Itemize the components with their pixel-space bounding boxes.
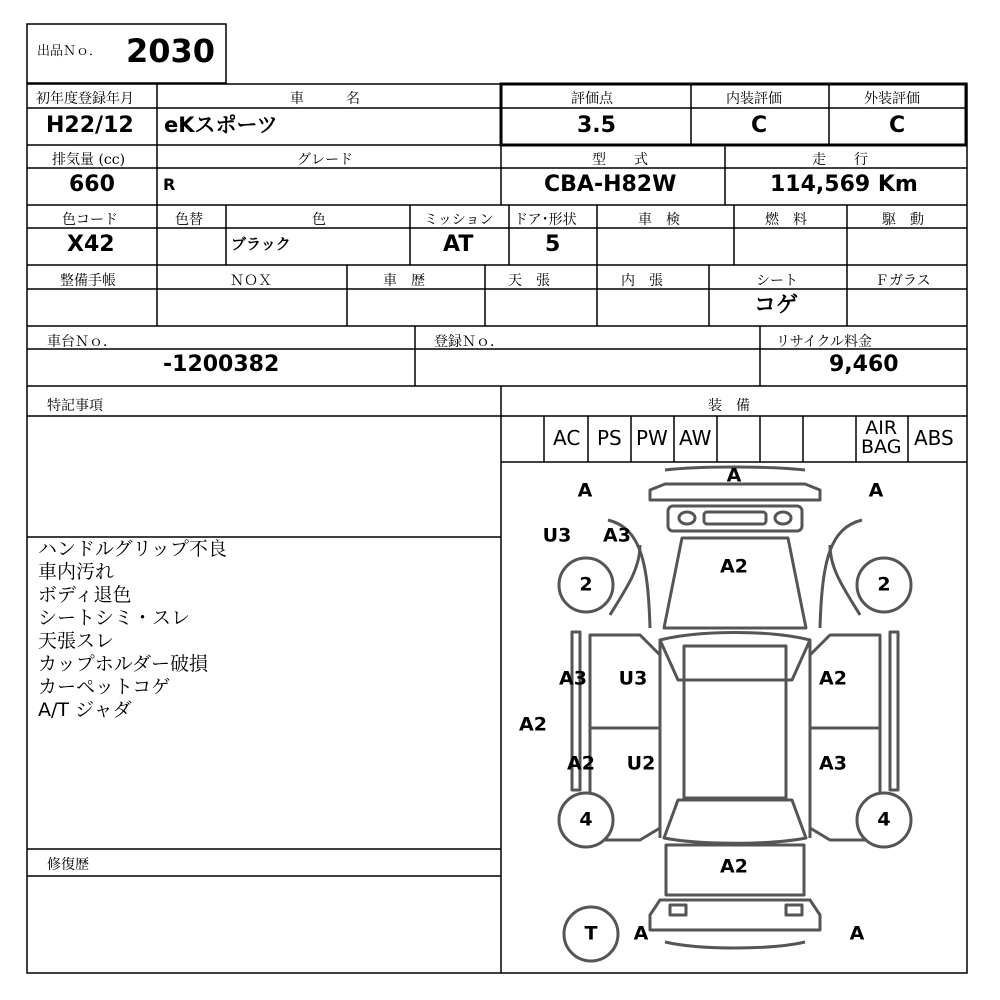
car-name-label: 車 名 xyxy=(290,91,360,107)
displacement-label: 排気量 (cc) xyxy=(52,152,126,168)
equipment-title: 装 備 xyxy=(708,398,750,414)
damage-mark: U3 xyxy=(618,667,648,690)
maintenance-record-label: 整備手帳 xyxy=(60,273,116,289)
damage-mark: A3 xyxy=(819,752,847,775)
note-line: A/T ジャダ xyxy=(38,699,132,721)
seat-label: シート xyxy=(756,273,798,289)
ceiling-label: 天 張 xyxy=(508,273,550,289)
note-line: ボディ退色 xyxy=(38,584,132,606)
fuel-label: 燃 料 xyxy=(765,212,807,228)
door-shape-value: 5 xyxy=(545,232,561,257)
model-label: 型 式 xyxy=(592,152,648,168)
car-name-value: eKスポーツ xyxy=(164,113,278,137)
lot-label: 出品Ｎｏ． xyxy=(37,44,103,59)
damage-mark: A2 xyxy=(567,752,595,775)
mileage-label: 走 行 xyxy=(812,152,868,168)
note-line: ハンドルグリップ不良 xyxy=(38,538,227,560)
nox-label: ＮＯＸ xyxy=(230,273,272,289)
interior-rating-value: C xyxy=(751,113,768,138)
damage-mark: U2 xyxy=(626,752,656,775)
displacement-value: 660 xyxy=(69,172,115,197)
door-shape-label: ドア･形状 xyxy=(514,212,577,228)
interior-rating-label: 内装評価 xyxy=(726,91,782,107)
mileage-value: 114,569 Km xyxy=(770,172,918,197)
tire-mark: 2 xyxy=(877,573,891,596)
damage-mark: A2 xyxy=(819,667,847,690)
color-value: ブラック xyxy=(231,235,291,253)
damage-mark: A2 xyxy=(720,855,748,878)
car-history-label: 車 歴 xyxy=(383,273,425,289)
repair-history-title: 修復歴 xyxy=(47,857,89,873)
damage-mark: A2 xyxy=(720,555,748,578)
registration-number-label: 登録Ｎｏ． xyxy=(434,334,504,350)
score-label: 評価点 xyxy=(571,91,613,107)
chassis-number-label: 車台Ｎｏ． xyxy=(47,334,117,350)
equipment-aw: AW xyxy=(679,426,712,450)
equipment-pw: PW xyxy=(636,426,668,450)
damage-mark: A3 xyxy=(603,524,631,547)
first-registration-value: H22/12 xyxy=(46,113,134,138)
equipment-abs: ABS xyxy=(914,426,954,450)
damage-mark: A xyxy=(726,464,742,487)
tire-mark: 4 xyxy=(877,808,891,831)
seat-value: コゲ xyxy=(754,293,799,318)
recycle-fee-value: 9,460 xyxy=(829,352,899,377)
equipment-airbag: AIR BAG xyxy=(861,417,902,458)
damage-mark: A xyxy=(849,922,865,945)
interior-lining-label: 内 張 xyxy=(621,273,663,289)
mission-label: ミッション xyxy=(424,212,494,228)
score-value: 3.5 xyxy=(577,113,616,138)
damage-mark: A xyxy=(577,479,593,502)
first-registration-label: 初年度登録年月 xyxy=(36,91,134,107)
front-glass-label: Ｆガラス xyxy=(875,273,931,289)
tire-mark: 4 xyxy=(579,808,593,831)
exterior-rating-label: 外装評価 xyxy=(864,91,920,107)
color-code-value: X42 xyxy=(67,232,115,257)
chassis-number-value: -1200382 xyxy=(163,352,280,377)
spare-tire-mark: T xyxy=(584,922,598,945)
note-line: カーペットコゲ xyxy=(38,676,171,698)
damage-mark: A xyxy=(868,479,884,502)
inspection-label: 車 検 xyxy=(638,212,680,228)
repaint-label: 色替 xyxy=(175,212,203,228)
recycle-fee-label: リサイクル料金 xyxy=(776,334,873,350)
mission-value: AT xyxy=(443,232,474,257)
model-value: CBA-H82W xyxy=(544,172,677,197)
damage-mark: A3 xyxy=(559,667,587,690)
note-line: 天張スレ xyxy=(38,630,115,652)
grade-value: R xyxy=(163,175,176,194)
equipment-ac: AC xyxy=(553,426,581,450)
damage-mark: A2 xyxy=(519,713,547,736)
note-line: シートシミ・スレ xyxy=(38,607,191,629)
drive-label: 駆 動 xyxy=(882,212,924,228)
tire-mark: 2 xyxy=(579,573,593,596)
damage-mark: U3 xyxy=(542,524,572,547)
special-notes-title: 特記事項 xyxy=(47,398,103,414)
lot-number: 2030 xyxy=(126,32,216,70)
color-code-label: 色コード xyxy=(62,212,118,228)
equipment-ps: PS xyxy=(597,426,622,450)
damage-mark: A xyxy=(633,922,649,945)
grade-label: グレード xyxy=(297,152,353,168)
note-line: カップホルダー破損 xyxy=(38,653,209,675)
note-line: 車内汚れ xyxy=(38,561,115,583)
color-label: 色 xyxy=(312,212,326,228)
exterior-rating-value: C xyxy=(889,113,906,138)
